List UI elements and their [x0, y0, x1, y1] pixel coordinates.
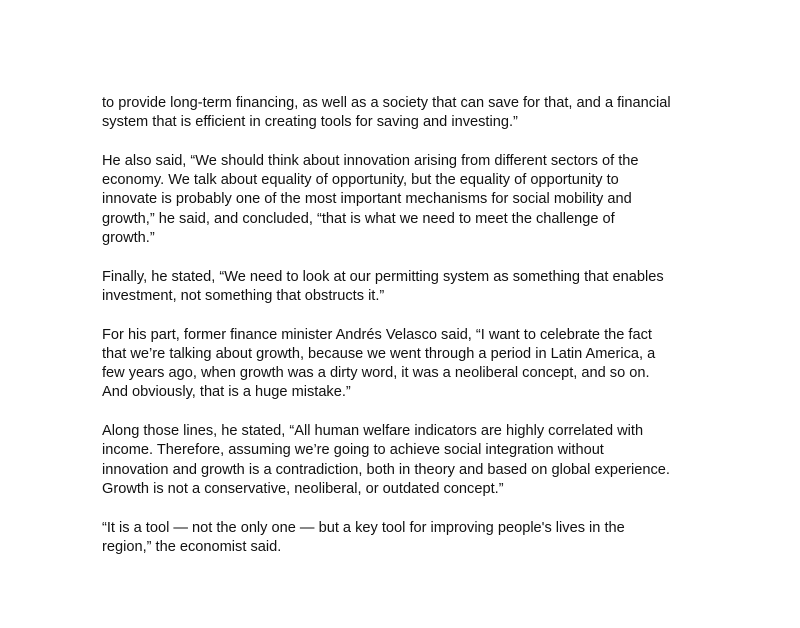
paragraph-1: to provide long-term financing, as well as a society that can save for that, and a financial system that is efficient in creating tools for saving and investing.” — [102, 95, 671, 131]
paragraph-4: For his part, former finance minister Andrés Velasco said, “I want to celebrate the fact that we’re talking about growth, because we went through a period in Latin America, a few years ago, when growth was a dirty word, it was a neoliberal concept, and so on. And obviously, that is a huge mistake.” — [102, 326, 656, 401]
body-text — [102, 94, 722, 557]
paragraph-5: Along those lines, he stated, “All human welfare indicators are highly correlated with income. Therefore, assuming we’re going to achieve social integration without innovation and growth is a contradiction, both in theory and based on global experience. Growth is not a conservative, neoliberal, or outdated concept.” — [102, 423, 670, 497]
paragraph-6: “It is a tool — not the only one — but a key tool for improving people's lives in the region,” the economist said. — [102, 519, 625, 555]
paragraph-2: He also said, “We should think about innovation arising from different sectors of the economy. We talk about equality of opportunity, but the equality of opportunity to innovate is probably one of the most important mechanisms for social mobility and growth,” he said, and concluded, “that is what we need to meet the challenge of growth.” — [102, 152, 639, 247]
paragraph-3: Finally, he stated, “We need to look at our permitting system as something that enables investment, not something that obstructs it.” — [102, 268, 664, 304]
